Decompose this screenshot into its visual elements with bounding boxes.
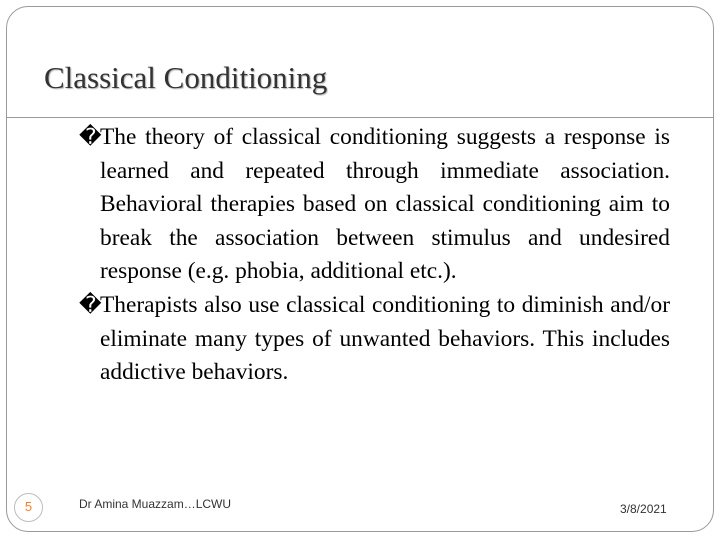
footer-author: Dr Amina Muazzam…LCWU [79,497,232,511]
bullet-item [79,121,670,289]
footer-date: 3/8/2021 [620,502,667,516]
slide-body [79,121,670,390]
bullet-marker-icon: � [79,125,102,150]
bullet-text: The theory of classical conditioning suggests a response is learned and repeated through immediate association. Behavioral therapies based on classical conditioning aim to break the association between stimulus and undesired response (e.g. phobia, additional etc.). [100,124,670,285]
slide-title: Classical Conditioning [44,60,328,95]
bullet-item [79,289,670,390]
bullet-marker-icon: � [79,292,102,318]
bullet-text: Therapists also use classical conditioning to diminish and/or eliminate many types of unwanted behaviors. This includes addictive behaviors. [100,291,670,386]
page-number: 5 [14,493,43,522]
